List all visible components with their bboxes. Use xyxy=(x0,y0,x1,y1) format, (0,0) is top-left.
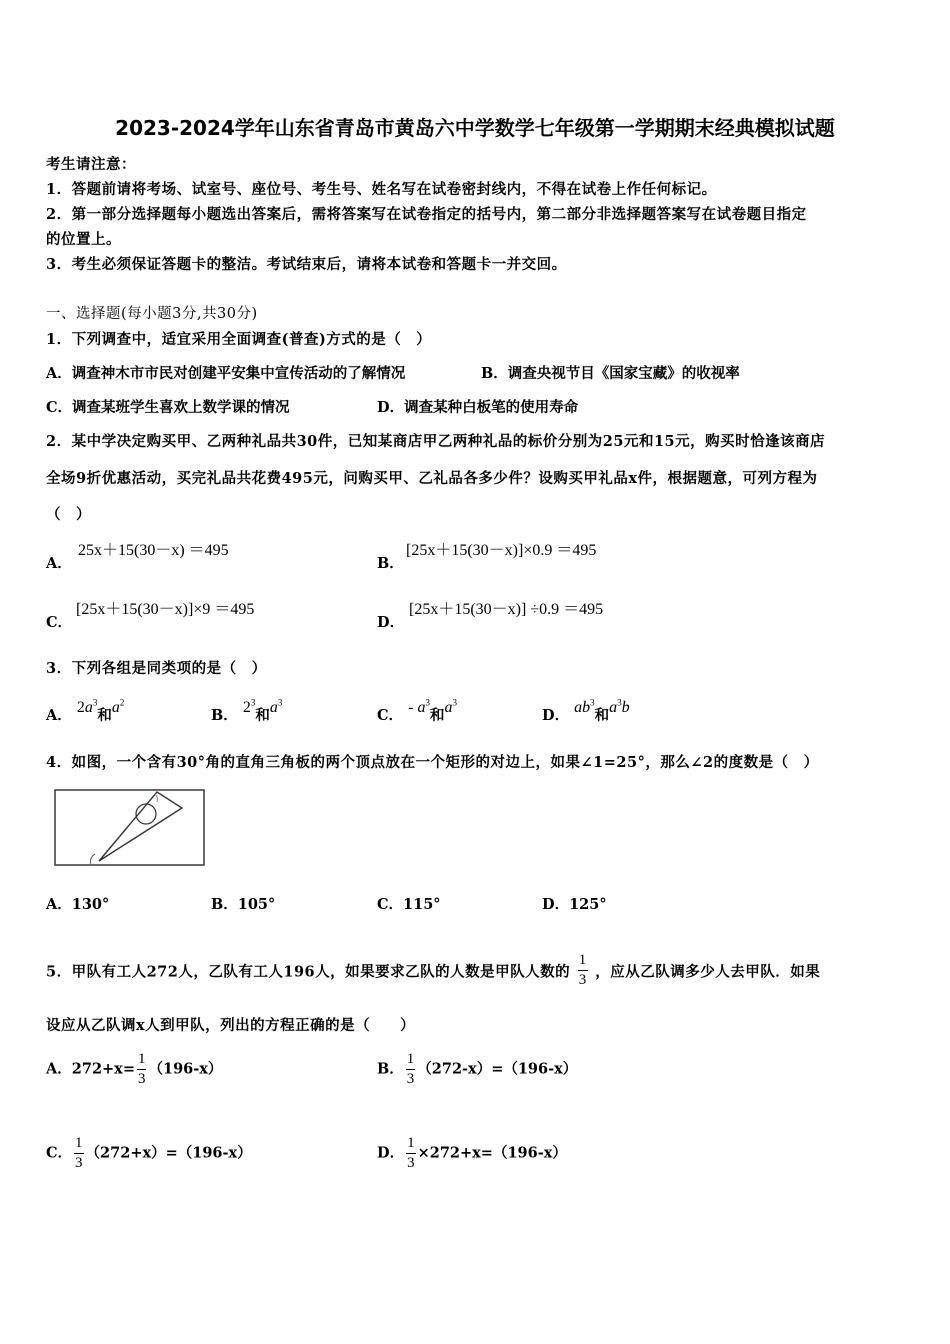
q3-and-b: 和 xyxy=(255,707,270,724)
q2-option-b-label: B． xyxy=(377,555,404,572)
q3-option-d-label: D． xyxy=(542,707,570,724)
q3-option-a-label: A． xyxy=(46,707,72,724)
q2-line-3: （ ） xyxy=(46,506,91,523)
q1-stem: 1．下列调查中，适宜采用全面调查(普查)方式的是（ ） xyxy=(46,331,432,348)
q5-line-1-start: 5．甲队有工人272人，乙队有工人196人，如果要求乙队的人数是甲队人数的 xyxy=(46,963,571,981)
q4-option-b: B．105° xyxy=(211,896,276,913)
q5-option-b: B． $\frac{1}{3}$ （272-x）=（196-x） xyxy=(377,1051,578,1087)
q3-option-c-label: C． xyxy=(377,707,404,724)
q5-option-a: A．272+x= $\frac{1}{3}$ （196-x） xyxy=(46,1051,223,1087)
q1-option-d: D．调查某种白板笔的使用寿命 xyxy=(377,399,579,416)
rectangle-shape xyxy=(55,790,204,865)
q5-option-c: C． $\frac{1}{3}$ （272+x）=（196-x） xyxy=(46,1135,252,1171)
q3-option-b-label: B． xyxy=(211,707,238,724)
q1-option-a: A．调查神木市市民对创建平安集中宣传活动的了解情况 xyxy=(46,365,406,382)
q2-option-d-label: D． xyxy=(377,614,405,631)
q3-and-a: 和 xyxy=(97,707,112,724)
q5-line-2: 设应从乙队调x人到甲队，列出的方程正确的是（ ） xyxy=(46,1017,416,1034)
q3-and-c: 和 xyxy=(429,707,445,724)
q5-option-d: D． $\frac{1}{3}$ ×272+x=（196-x） xyxy=(377,1135,567,1171)
q3-and-d: 和 xyxy=(594,707,610,724)
triangle-shape xyxy=(99,792,182,861)
q1-option-b: B．调查央视节目《国家宝藏》的收视率 xyxy=(481,365,740,382)
q2-option-a: 25x＋15(30－x) ＝495 xyxy=(78,542,229,559)
angle-1-mark xyxy=(155,794,158,802)
q1-option-c: C．调查某班学生喜欢上数学课的情况 xyxy=(46,399,290,416)
notice-item-3: 3．考生必须保证答题卡的整洁。考试结束后，请将本试卷和答题卡一并交回。 xyxy=(46,256,567,273)
q3-option-b: B． $2^3$和$a^3$ xyxy=(211,697,283,724)
q3-stem: 3．下列各组是同类项的是（ ） xyxy=(46,660,267,677)
q5-line-1 xyxy=(46,953,820,992)
q5-line-1-end: ，应从乙队调多少人去甲队．如果 xyxy=(595,963,821,981)
q2-option-c-label: C． xyxy=(46,614,73,631)
q5-fraction: $\frac{1}{3}$ xyxy=(578,952,587,988)
q2-line-2: 全场9折优惠活动，买完礼品共花费495元，问购买甲、乙礼品各多少件？设购买甲礼品x件，根据题意，可列方程为 xyxy=(46,470,818,487)
q2-option-c: [25x＋15(30－x)]×9 ＝495 xyxy=(76,601,255,618)
notice-item-1: 1．答题前请将考场、试室号、座位号、考生号、姓名写在试卷密封线内，不得在试卷上作任何标记。 xyxy=(46,181,717,198)
q2-option-b: [25x＋15(30－x)]×0.9 ＝495 xyxy=(406,542,597,559)
q4-option-a: A．130° xyxy=(46,896,110,913)
q2-line-1: 2．某中学决定购买甲、乙两种礼品共30件，已知某商店甲乙两种礼品的标价分别为25元和15元，购买时恰逢该商店 xyxy=(46,433,826,450)
notice-item-2-cont: 的位置上。 xyxy=(46,231,121,248)
q3-option-d: D． $ab^3$和$a^3b$ xyxy=(542,697,630,724)
notice-heading: 考生请注意： xyxy=(46,156,136,173)
q2-option-a-label: A． xyxy=(46,555,72,572)
q4-option-d: D．125° xyxy=(542,896,607,913)
q3-option-c: C． - $a^3$和$a^3$ xyxy=(377,697,457,724)
q2-option-d: [25x＋15(30－x)] ÷0.9 ＝495 xyxy=(409,601,604,618)
notice-item-2: 2．第一部分选择题每小题选出答案后，需将答案写在试卷指定的括号内，第二部分非选择题答案写在试卷题目指定 xyxy=(46,206,807,223)
q4-figure xyxy=(53,788,206,867)
q4-stem: 4．如图，一个含有30°角的直角三角板的两个顶点放在一个矩形的对边上，如果∠1=25°，那么∠2的度数是（ ） xyxy=(46,754,819,771)
q4-option-c: C．115° xyxy=(377,896,441,913)
angle-2-mark xyxy=(91,854,96,864)
page-title: 2023-2024学年山东省青岛市黄岛六中学数学七年级第一学期期末经典模拟试题 xyxy=(115,116,835,140)
q3-option-a: A． $2a^3$和$a^2$ xyxy=(46,697,125,724)
section-heading: 一、选择题(每小题3分,共30分) xyxy=(46,306,258,322)
